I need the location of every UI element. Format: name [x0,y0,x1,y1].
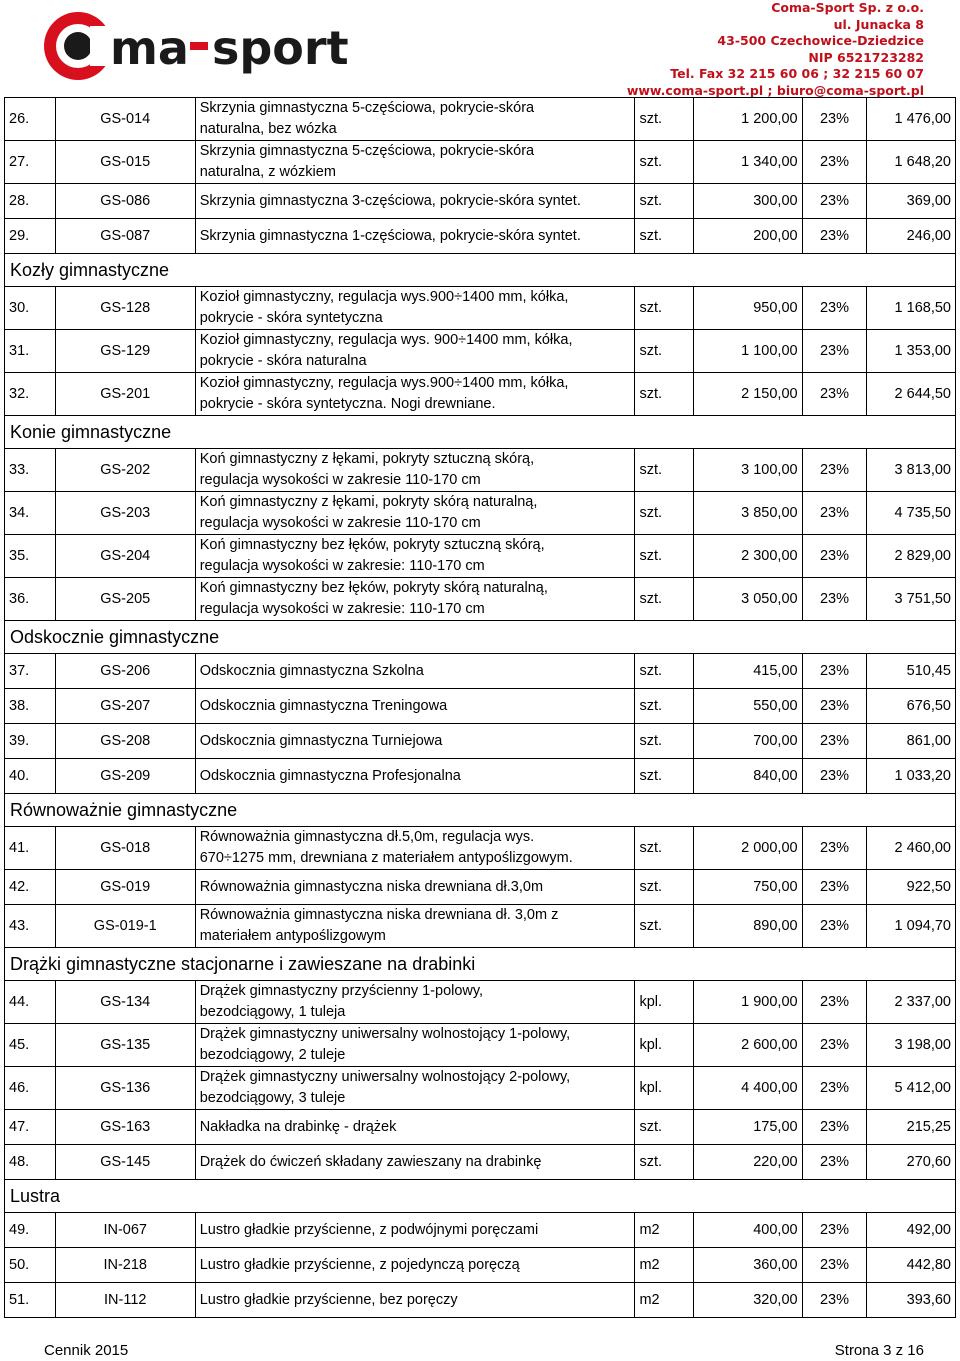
section-title: Drążki gimnastyczne stacjonarne i zawieszane na drabinki [5,948,956,981]
product-name-line: Drążek gimnastyczny uniwersalny wolnostojący 1-polowy, [199,1026,571,1042]
gross-price: 4 735,50 [867,492,956,535]
unit: szt. [635,141,694,184]
unit: szt. [635,1110,694,1145]
product-code: GS-018 [55,827,195,870]
item-number: 32. [5,373,56,416]
product-name [195,905,635,948]
gross-price: 510,45 [867,654,956,689]
footer-title: Cennik 2015 [44,1342,129,1359]
svg-text:ma: ma [110,21,189,75]
vat-rate: 23% [802,1067,867,1110]
item-number: 34. [5,492,56,535]
net-price: 2 600,00 [694,1024,802,1067]
net-price: 320,00 [694,1283,802,1318]
gross-price: 246,00 [867,219,956,254]
unit: szt. [635,654,694,689]
item-number: 39. [5,724,56,759]
table-row [5,578,956,621]
product-name-line: bezodciągowy, 2 tuleje [199,1047,346,1063]
product-code: IN-067 [55,1213,195,1248]
gross-price: 442,80 [867,1248,956,1283]
item-number: 38. [5,689,56,724]
product-name-line: Odskocznia gimnastyczna Treningowa [199,697,448,714]
product-name-line: regulacja wysokości w zakresie 110-170 cm [199,515,481,531]
gross-price: 2 644,50 [867,373,956,416]
product-name [195,870,635,905]
item-number: 30. [5,287,56,330]
gross-price: 3 751,50 [867,578,956,621]
item-number: 28. [5,184,56,219]
product-name [195,287,635,330]
section-title: Odskocznie gimnastyczne [5,621,956,654]
net-price: 1 100,00 [694,330,802,373]
unit: szt. [635,184,694,219]
product-name-line: naturalna, bez wózka [199,121,337,137]
unit: m2 [635,1213,694,1248]
gross-price: 1 168,50 [867,287,956,330]
net-price: 3 100,00 [694,449,802,492]
gross-price: 676,50 [867,689,956,724]
company-street: ul. Junacka 8 [833,16,924,32]
section-header-row [5,794,956,827]
gross-price: 215,25 [867,1110,956,1145]
product-name-line: Kozioł gimnastyczny, regulacja wys.900÷1400 mm, kółka, [199,289,569,305]
table-row [5,1110,956,1145]
product-code: GS-205 [55,578,195,621]
product-name-line: Skrzynia gimnastyczna 1-częściowa, pokrycie-skóra syntet. [199,227,581,244]
table-row [5,981,956,1024]
item-number: 43. [5,905,56,948]
product-name-line: Odskocznia gimnastyczna Szkolna [199,662,424,679]
product-name [195,1248,635,1283]
product-name [195,759,635,794]
footer-page-number: Strona 3 z 16 [834,1342,924,1359]
product-code: IN-218 [55,1248,195,1283]
item-number: 47. [5,1110,56,1145]
vat-rate: 23% [802,287,867,330]
product-code: GS-086 [55,184,195,219]
product-code: GS-128 [55,287,195,330]
net-price: 840,00 [694,759,802,794]
net-price: 1 340,00 [694,141,802,184]
product-name-line: Skrzynia gimnastyczna 3-częściowa, pokrycie-skóra syntet. [199,192,581,209]
section-header-row [5,621,956,654]
unit: kpl. [635,1024,694,1067]
product-name [195,492,635,535]
gross-price: 5 412,00 [867,1067,956,1110]
table-row [5,724,956,759]
product-name-line: regulacja wysokości w zakresie: 110-170 cm [199,558,485,574]
table-row [5,98,956,141]
product-name-line: Odskocznia gimnastyczna Profesjonalna [199,767,461,784]
gross-price: 1 648,20 [867,141,956,184]
item-number: 40. [5,759,56,794]
vat-rate: 23% [802,905,867,948]
vat-rate: 23% [802,870,867,905]
vat-rate: 23% [802,827,867,870]
gross-price: 492,00 [867,1213,956,1248]
net-price: 2 300,00 [694,535,802,578]
company-nip: NIP 6521723282 [808,49,924,65]
product-name-line: Równoważnia gimnastyczna niska drewniana dł.3,0m [199,878,544,895]
unit: szt. [635,287,694,330]
company-web-email[interactable]: www.coma-sport.pl ; biuro@coma-sport.pl [626,82,924,98]
section-header-row [5,416,956,449]
gross-price: 270,60 [867,1145,956,1180]
product-code: GS-209 [55,759,195,794]
product-code: GS-202 [55,449,195,492]
table-row [5,1213,956,1248]
vat-rate: 23% [802,492,867,535]
table-row [5,1145,956,1180]
vat-rate: 23% [802,1145,867,1180]
unit: kpl. [635,1067,694,1110]
vat-rate: 23% [802,689,867,724]
gross-price: 1 353,00 [867,330,956,373]
product-name-line: Kozioł gimnastyczny, regulacja wys.900÷1400 mm, kółka, [199,375,569,391]
unit: szt. [635,535,694,578]
unit: szt. [635,689,694,724]
section-title: Lustra [5,1180,956,1213]
net-price: 950,00 [694,287,802,330]
product-code: GS-129 [55,330,195,373]
product-code: GS-207 [55,689,195,724]
table-row [5,1024,956,1067]
product-name-line: Koń gimnastyczny bez łęków, pokryty skórą naturalną, [199,580,548,596]
product-name-line: regulacja wysokości w zakresie: 110-170 cm [199,601,485,617]
product-code: GS-019 [55,870,195,905]
product-name [195,535,635,578]
unit: m2 [635,1248,694,1283]
page-header [0,0,960,98]
vat-rate: 23% [802,373,867,416]
table-row [5,905,956,948]
vat-rate: 23% [802,578,867,621]
product-name [195,373,635,416]
unit: szt. [635,492,694,535]
table-row [5,184,956,219]
vat-rate: 23% [802,219,867,254]
net-price: 2 150,00 [694,373,802,416]
table-row [5,759,956,794]
product-name-line: Kozioł gimnastyczny, regulacja wys. 900÷1400 mm, kółka, [199,332,573,348]
item-number: 41. [5,827,56,870]
section-title: Konie gimnastyczne [5,416,956,449]
product-name [195,184,635,219]
product-name-line: Odskocznia gimnastyczna Turniejowa [199,732,443,749]
item-number: 42. [5,870,56,905]
table-row [5,827,956,870]
product-name-line: Nakładka na drabinkę - drążek [199,1118,397,1135]
vat-rate: 23% [802,759,867,794]
coma-sport-logo [40,6,410,86]
net-price: 200,00 [694,219,802,254]
product-name [195,330,635,373]
product-name-line: Drążek do ćwiczeń składany zawieszany na drabinkę [199,1153,542,1170]
product-name-line: pokrycie - skóra syntetyczna. Nogi drewniane. [199,396,496,412]
product-name-line: 670÷1275 mm, drewniana z materiałem antypoślizgowym. [199,850,573,866]
product-name-line: Lustro gładkie przyścienne, z podwójnymi poręczami [199,1221,539,1238]
product-code: GS-134 [55,981,195,1024]
product-name-line: Lustro gładkie przyścienne, bez poręczy [199,1291,458,1308]
price-list-table [4,97,956,1318]
product-name [195,724,635,759]
vat-rate: 23% [802,1213,867,1248]
vat-rate: 23% [802,1024,867,1067]
product-name [195,1110,635,1145]
gross-price: 2 460,00 [867,827,956,870]
unit: szt. [635,905,694,948]
product-code: GS-014 [55,98,195,141]
table-row [5,1248,956,1283]
table-row [5,287,956,330]
item-number: 26. [5,98,56,141]
product-name-line: Koń gimnastyczny bez łęków, pokryty sztuczną skórą, [199,537,545,553]
unit: szt. [635,219,694,254]
product-name [195,981,635,1024]
product-name [195,449,635,492]
table-row [5,870,956,905]
product-name-line: Koń gimnastyczny z łękami, pokryty skórą naturalną, [199,494,538,510]
product-name-line: materiałem antypoślizgowym [199,928,386,944]
item-number: 45. [5,1024,56,1067]
item-number: 27. [5,141,56,184]
net-price: 220,00 [694,1145,802,1180]
vat-rate: 23% [802,449,867,492]
item-number: 35. [5,535,56,578]
item-number: 48. [5,1145,56,1180]
product-name-line: Równoważnia gimnastyczna dł.5,0m, regulacja wys. [199,829,535,845]
unit: szt. [635,449,694,492]
unit: szt. [635,373,694,416]
gross-price: 1 476,00 [867,98,956,141]
net-price: 2 000,00 [694,827,802,870]
item-number: 37. [5,654,56,689]
product-name-line: Koń gimnastyczny z łękami, pokryty sztuczną skórą, [199,451,535,467]
product-name-line: Lustro gładkie przyścienne, z pojedynczą poręczą [199,1256,520,1273]
product-code: GS-135 [55,1024,195,1067]
net-price: 300,00 [694,184,802,219]
section-title: Kozły gimnastyczne [5,254,956,287]
vat-rate: 23% [802,1248,867,1283]
gross-price: 3 198,00 [867,1024,956,1067]
vat-rate: 23% [802,981,867,1024]
net-price: 1 200,00 [694,98,802,141]
product-code: GS-204 [55,535,195,578]
product-name-line: pokrycie - skóra syntetyczna [199,310,383,326]
gross-price: 369,00 [867,184,956,219]
table-row [5,654,956,689]
net-price: 1 900,00 [694,981,802,1024]
unit: szt. [635,98,694,141]
unit: szt. [635,1145,694,1180]
section-header-row [5,1180,956,1213]
vat-rate: 23% [802,535,867,578]
net-price: 400,00 [694,1213,802,1248]
table-row [5,373,956,416]
product-code: GS-136 [55,1067,195,1110]
product-code: GS-163 [55,1110,195,1145]
table-row [5,449,956,492]
vat-rate: 23% [802,141,867,184]
product-code: GS-019-1 [55,905,195,948]
section-header-row [5,948,956,981]
company-info [627,0,924,100]
product-name-line: bezodciągowy, 3 tuleje [199,1090,346,1106]
product-code: GS-208 [55,724,195,759]
item-number: 29. [5,219,56,254]
unit: szt. [635,330,694,373]
product-name [195,98,635,141]
item-number: 49. [5,1213,56,1248]
table-row [5,689,956,724]
item-number: 33. [5,449,56,492]
product-name [195,1145,635,1180]
gross-price: 2 829,00 [867,535,956,578]
company-name: Coma-Sport Sp. z o.o. [771,0,924,15]
table-row [5,1283,956,1318]
table-row [5,1067,956,1110]
product-code: GS-203 [55,492,195,535]
product-name [195,578,635,621]
item-number: 51. [5,1283,56,1318]
unit: szt. [635,827,694,870]
product-name-line: Równoważnia gimnastyczna niska drewniana dł. 3,0m z [199,907,559,923]
product-name-line: naturalna, z wózkiem [199,164,336,180]
product-name-line: pokrycie - skóra naturalna [199,353,367,369]
vat-rate: 23% [802,184,867,219]
product-name [195,1213,635,1248]
product-name [195,1067,635,1110]
product-code: GS-145 [55,1145,195,1180]
table-row [5,219,956,254]
net-price: 3 050,00 [694,578,802,621]
vat-rate: 23% [802,330,867,373]
gross-price: 1 094,70 [867,905,956,948]
gross-price: 393,60 [867,1283,956,1318]
gross-price: 3 813,00 [867,449,956,492]
product-name [195,654,635,689]
net-price: 550,00 [694,689,802,724]
product-name [195,827,635,870]
gross-price: 861,00 [867,724,956,759]
product-code: GS-206 [55,654,195,689]
gross-price: 922,50 [867,870,956,905]
table-row [5,535,956,578]
item-number: 50. [5,1248,56,1283]
product-name [195,689,635,724]
unit: m2 [635,1283,694,1318]
company-phone: Tel. Fax 32 215 60 06 ; 32 215 60 07 [670,66,924,82]
product-code: IN-112 [55,1283,195,1318]
product-name [195,1024,635,1067]
net-price: 890,00 [694,905,802,948]
vat-rate: 23% [802,98,867,141]
product-code: GS-201 [55,373,195,416]
net-price: 4 400,00 [694,1067,802,1110]
product-name [195,219,635,254]
product-name-line: Skrzynia gimnastyczna 5-częściowa, pokrycie-skóra [199,100,535,116]
net-price: 360,00 [694,1248,802,1283]
table-row [5,141,956,184]
unit: szt. [635,759,694,794]
net-price: 750,00 [694,870,802,905]
vat-rate: 23% [802,654,867,689]
unit: szt. [635,578,694,621]
section-title: Równoważnie gimnastyczne [5,794,956,827]
section-header-row [5,254,956,287]
table-row [5,330,956,373]
table-row [5,492,956,535]
net-price: 415,00 [694,654,802,689]
gross-price: 2 337,00 [867,981,956,1024]
product-name [195,141,635,184]
unit: szt. [635,724,694,759]
net-price: 175,00 [694,1110,802,1145]
product-name-line: bezodciągowy, 1 tuleja [199,1004,346,1020]
vat-rate: 23% [802,1283,867,1318]
vat-rate: 23% [802,724,867,759]
item-number: 36. [5,578,56,621]
gross-price: 1 033,20 [867,759,956,794]
product-name-line: Drążek gimnastyczny przyścienny 1-polowy, [199,983,484,999]
product-code: GS-015 [55,141,195,184]
svg-text:sport: sport [212,21,349,75]
product-name-line: Skrzynia gimnastyczna 5-częściowa, pokrycie-skóra [199,143,535,159]
unit: kpl. [635,981,694,1024]
net-price: 3 850,00 [694,492,802,535]
net-price: 700,00 [694,724,802,759]
unit: szt. [635,870,694,905]
product-name-line: regulacja wysokości w zakresie 110-170 cm [199,472,481,488]
item-number: 46. [5,1067,56,1110]
product-name [195,1283,635,1318]
vat-rate: 23% [802,1110,867,1145]
item-number: 44. [5,981,56,1024]
product-name-line: Drążek gimnastyczny uniwersalny wolnostojący 2-polowy, [199,1069,571,1085]
product-code: GS-087 [55,219,195,254]
company-city: 43-500 Czechowice-Dziedzice [717,33,924,49]
item-number: 31. [5,330,56,373]
